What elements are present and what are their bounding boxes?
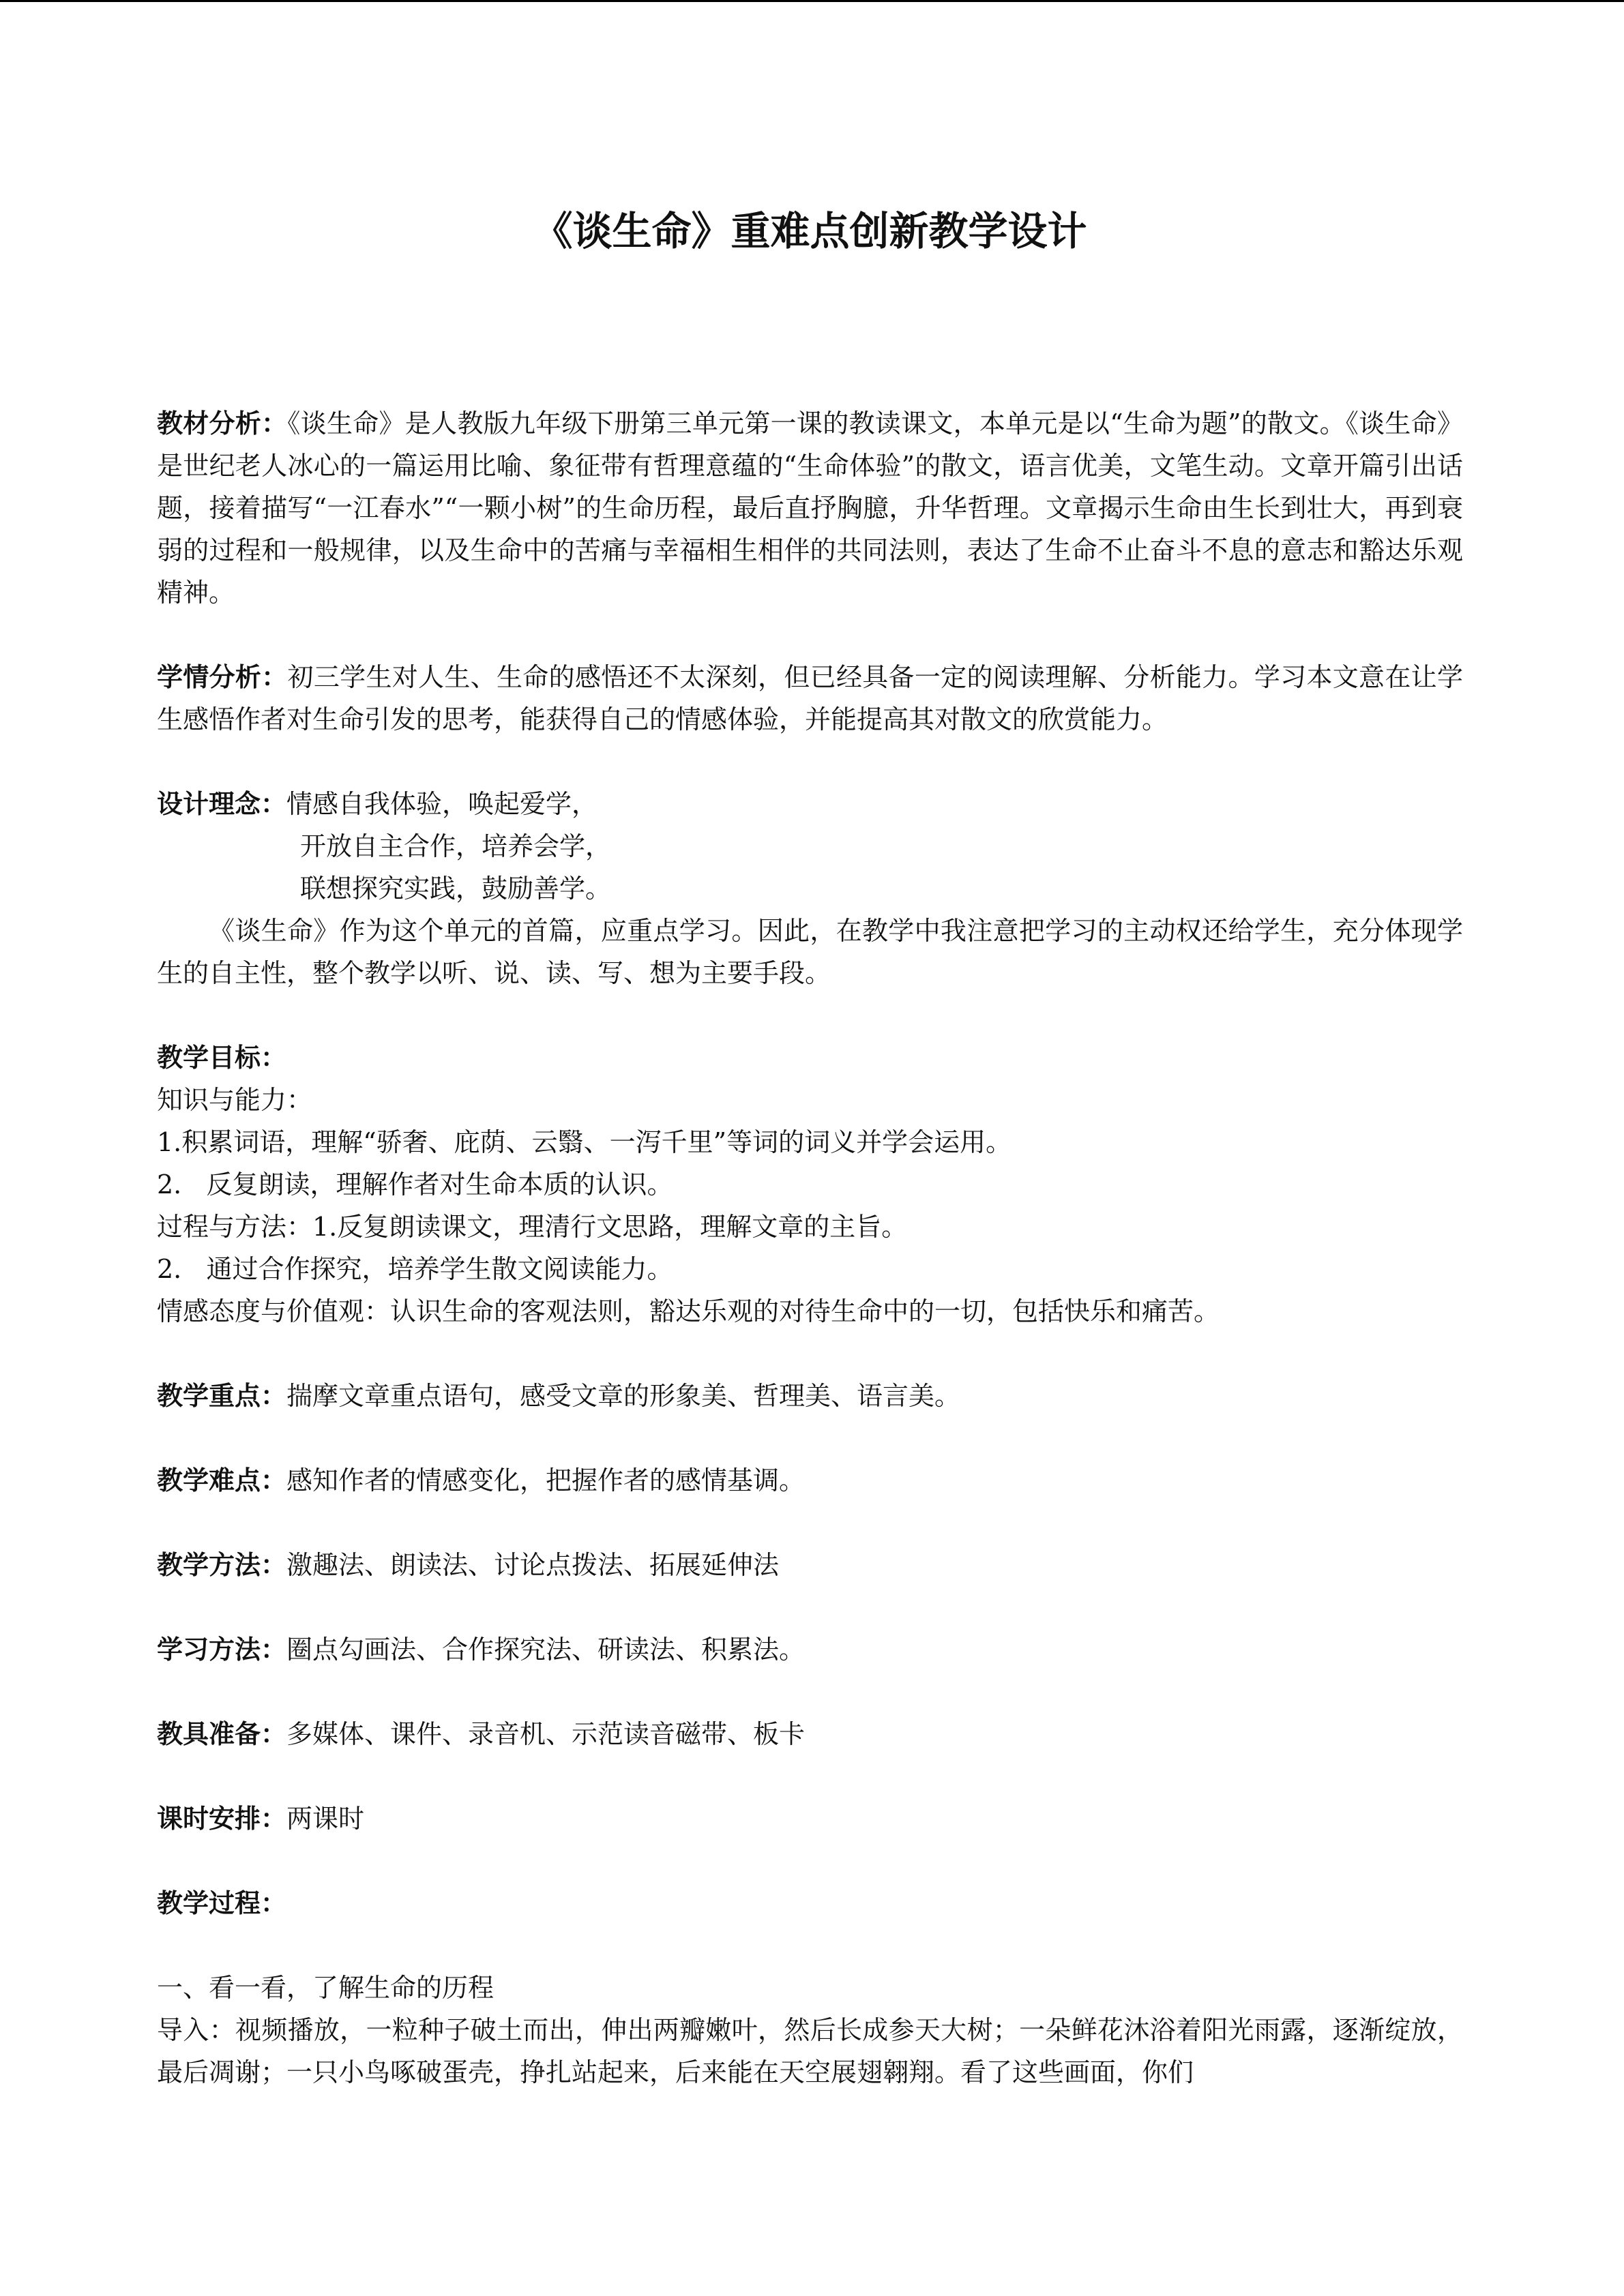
objectives-emotion: 情感态度与价值观：认识生命的客观法则，豁达乐观的对待生命中的一切，包括快乐和痛苦。 bbox=[157, 1296, 1220, 1326]
process-section-1: 一、看一看，了解生命的历程 bbox=[157, 1973, 494, 2003]
objectives-process-1: 过程与方法：1.反复朗读课文，理清行文思路，理解文章的主旨。 bbox=[157, 1212, 908, 1242]
objectives-process-2: 2. 通过合作探究，培养学生散文阅读能力。 bbox=[157, 1254, 673, 1284]
material-analysis-paragraph bbox=[157, 402, 1463, 614]
teaching-methods-line bbox=[157, 1544, 1463, 1586]
materials-text: 多媒体、课件、录音机、示范读音磁带、板卡 bbox=[286, 1719, 806, 1749]
objectives-knowledge-2: 2. 反复朗读，理解作者对生命本质的认识。 bbox=[157, 1169, 673, 1199]
document-body bbox=[157, 402, 1463, 2093]
schedule-text: 两课时 bbox=[286, 1804, 365, 1834]
material-analysis-label: 教材分析： bbox=[157, 408, 288, 438]
schedule-label: 课时安排： bbox=[157, 1804, 287, 1834]
difficulties-text: 感知作者的情感变化，把握作者的感情基调。 bbox=[286, 1465, 806, 1495]
learning-methods-line bbox=[157, 1628, 1463, 1671]
document-title: 《谈生命》重难点创新教学设计 bbox=[533, 208, 1087, 254]
top-border-line bbox=[0, 0, 1624, 2]
materials-label: 教具准备： bbox=[157, 1719, 287, 1749]
design-concept-line-3: 联想探究实践，鼓励善学。 bbox=[300, 874, 612, 904]
difficulties-line bbox=[157, 1459, 1463, 1502]
student-analysis-paragraph bbox=[157, 656, 1463, 741]
design-concept-paragraph: 《谈生命》作为这个单元的首篇，应重点学习。因此，在教学中我注意把学习的主动权还给学生，充分体现学生的自主性，整个教学以听、说、读、写、想为主要手段。 bbox=[157, 916, 1463, 988]
student-analysis-text: 初三学生对人生、生命的感悟还不太深刻，但已经具备一定的阅读理解、分析能力。学习本文意在让学生感悟作者对生命引发的思考，能获得自己的情感体验，并能提高其对散文的欣赏能力。 bbox=[157, 662, 1463, 734]
key-points-text: 揣摩文章重点语句，感受文章的形象美、哲理美、语言美。 bbox=[286, 1381, 961, 1411]
process-label: 教学过程： bbox=[157, 1888, 287, 1918]
student-analysis-label: 学情分析： bbox=[157, 662, 288, 692]
design-concept-label: 设计理念： bbox=[157, 789, 287, 819]
learning-methods-text: 圈点勾画法、合作探究法、研读法、积累法。 bbox=[286, 1635, 806, 1665]
learning-methods-label: 学习方法： bbox=[157, 1635, 287, 1665]
objectives-heading bbox=[157, 1037, 1463, 1079]
objectives-knowledge-1: 1.积累词语，理解“骄奢、庇荫、云翳、一泻千里”等词的词义并学会运用。 bbox=[157, 1127, 1012, 1157]
design-concept-line-2: 开放自主合作，培养会学， bbox=[300, 831, 612, 861]
objectives-label: 教学目标： bbox=[157, 1043, 287, 1073]
design-concept-line-1 bbox=[157, 783, 1463, 825]
difficulties-label: 教学难点： bbox=[157, 1465, 287, 1495]
objectives-knowledge-label: 知识与能力： bbox=[157, 1085, 313, 1115]
teaching-methods-text: 激趣法、朗读法、讨论点拨法、拓展延伸法 bbox=[286, 1550, 780, 1580]
material-analysis-text: 《谈生命》是人教版九年级下册第三单元第一课的教读课文，本单元是以“生命为题”的散文。《谈生命》是世纪老人冰心的一篇运用比喻、象征带有哲理意蕴的“生命体验”的散文，语言优美，文笔生动。文章开篇引出话题，接着描写“一江春水”“一颗小树”的生命历程，最后直抒胸臆，升华哲理。文章揭示生命由生长到壮大，再到衰弱的过程和一般规律，以及生命中的苦痛与幸福相生相伴的共同法则，表达了生命不止奋斗不息的意志和豁达乐观精神。 bbox=[157, 408, 1463, 608]
schedule-line bbox=[157, 1798, 1463, 1840]
key-points-label: 教学重点： bbox=[157, 1381, 287, 1411]
process-intro-paragraph: 导入：视频播放，一粒种子破土而出，伸出两瓣嫩叶，然后长成参天大树；一朵鲜花沐浴着阳光雨露，逐渐绽放，最后凋谢；一只小鸟啄破蛋壳，挣扎站起来，后来能在天空展翅翱翔。看了这些画面，你们 bbox=[157, 2015, 1463, 2087]
process-heading bbox=[157, 1882, 1463, 1924]
teaching-methods-label: 教学方法： bbox=[157, 1550, 287, 1580]
design-concept-line-1-text: 情感自我体验，唤起爱学， bbox=[286, 789, 598, 819]
key-points-line bbox=[157, 1375, 1463, 1417]
materials-line bbox=[157, 1713, 1463, 1755]
